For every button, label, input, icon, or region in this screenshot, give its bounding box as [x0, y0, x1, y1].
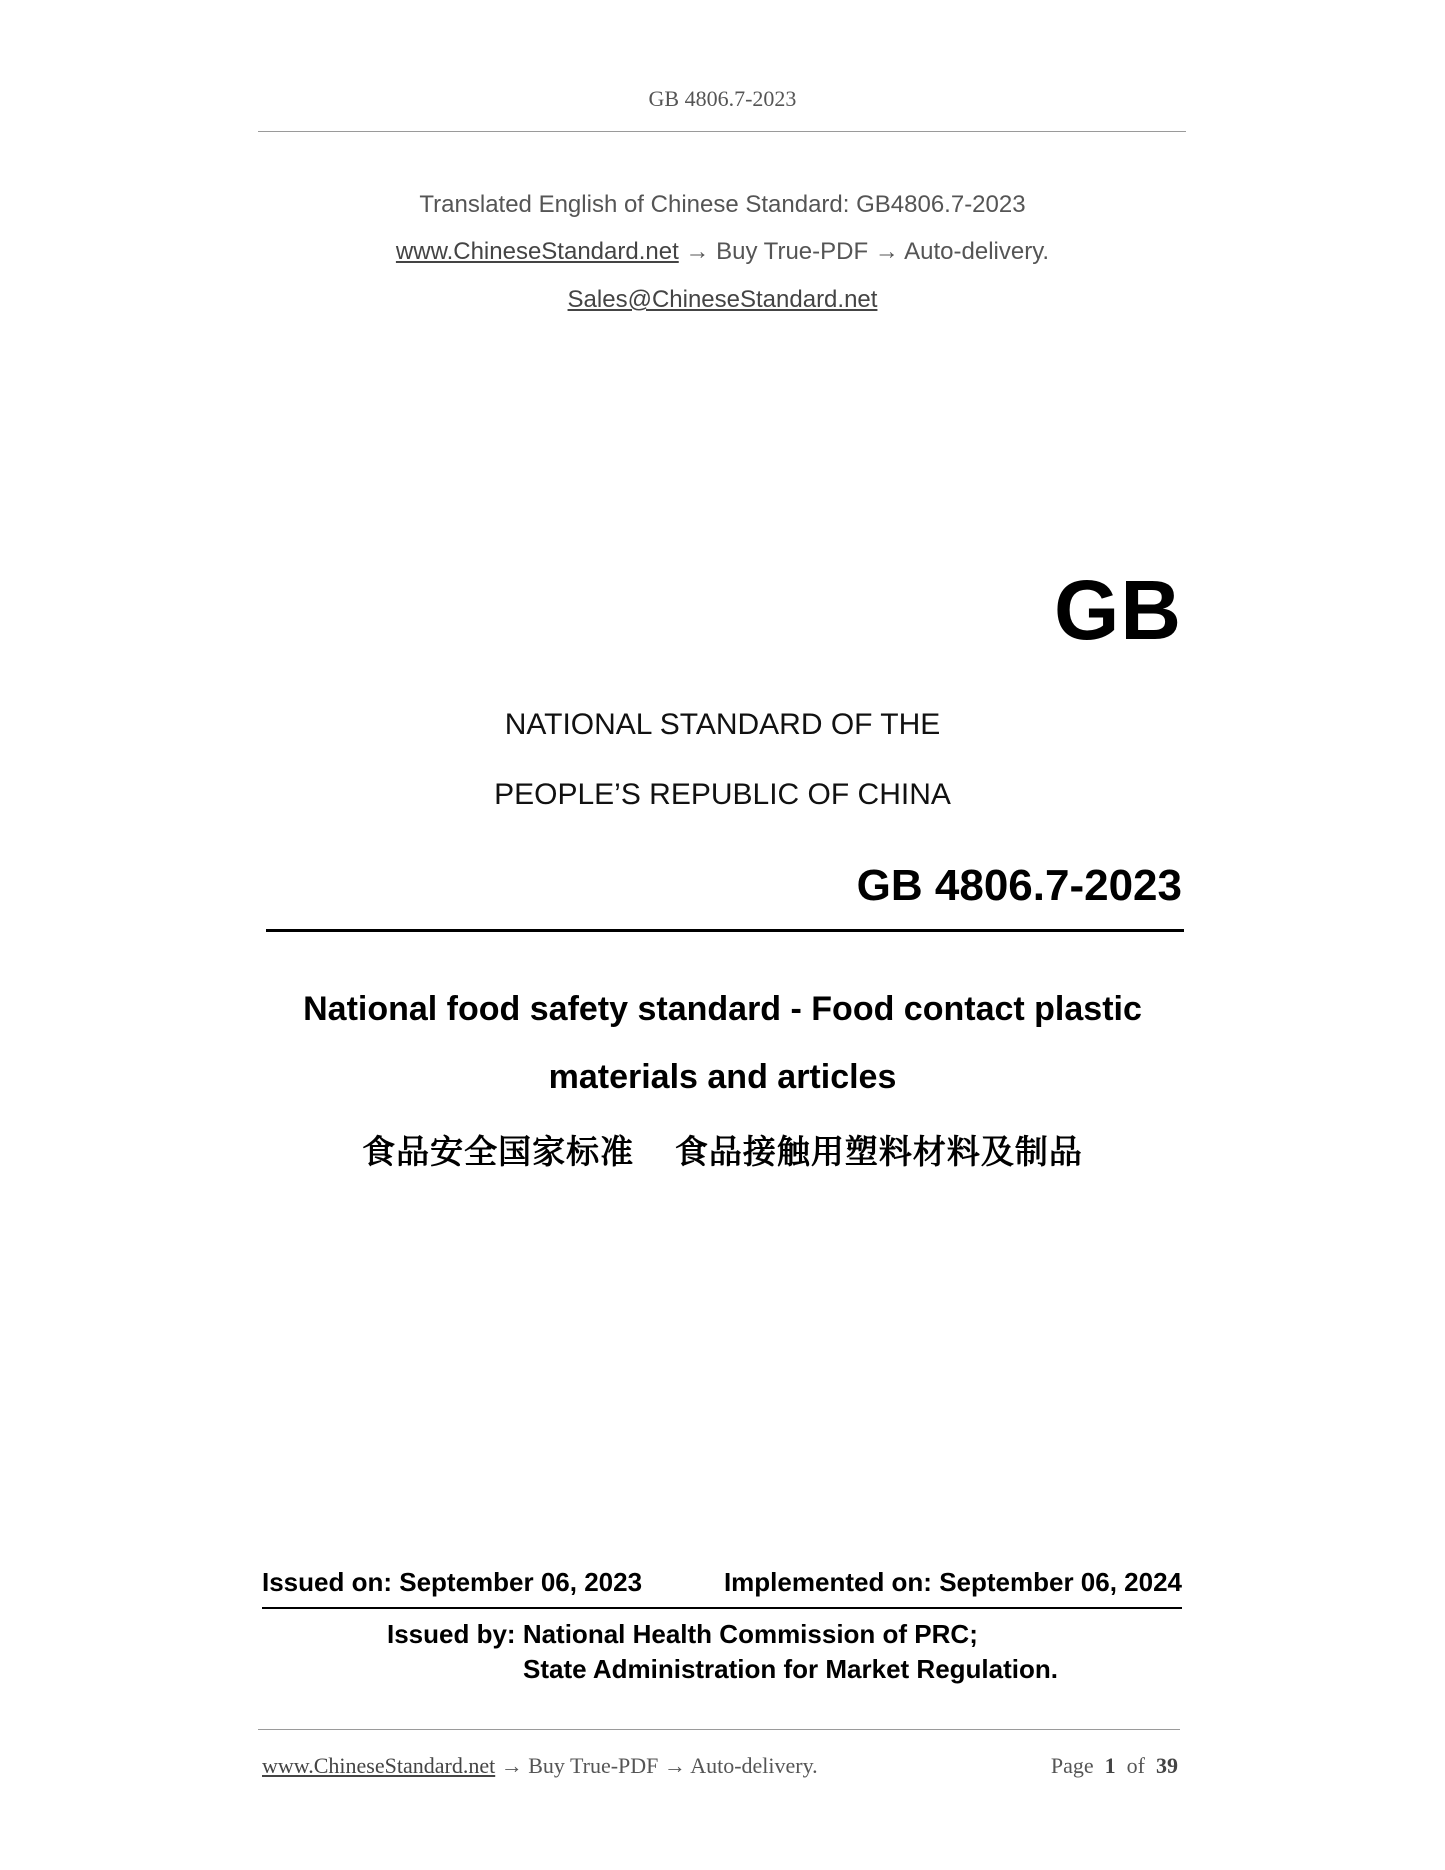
issued-on-date: Issued on: September 06, 2023	[262, 1567, 643, 1597]
gb-mark: GB	[1054, 563, 1182, 657]
national-standard-line1: NATIONAL STANDARD OF THE	[504, 708, 941, 741]
dates-divider	[262, 1607, 1182, 1609]
title-english-line2: materials and articles	[548, 1058, 897, 1096]
footer-site-link[interactable]: www.ChineseStandard.net	[262, 1753, 496, 1778]
translation-note: Translated English of Chinese Standard: GB4806.7-2023	[419, 191, 1026, 218]
title-english-line1: National food safety standard - Food contact plastic	[303, 990, 1142, 1028]
standard-number: GB 4806.7-2023	[856, 861, 1182, 910]
sales-email-link[interactable]: Sales@ChineseStandard.net	[567, 286, 878, 313]
issued-by-line1: Issued by: National Health Commission of PRC;	[387, 1619, 978, 1649]
site-link[interactable]: www.ChineseStandard.net	[395, 238, 679, 265]
page-label: Page	[1050, 1753, 1094, 1778]
header-divider	[258, 131, 1186, 132]
issued-by-line2: State Administration for Market Regulation.	[523, 1654, 1058, 1684]
title-chinese: 食品安全国家标准 食品接触用塑料材料及制品	[362, 1133, 1083, 1170]
of-label: of	[1126, 1753, 1145, 1778]
buy-text: → Buy True-PDF → Auto-delivery.	[678, 238, 1050, 265]
implemented-on-date: Implemented on: September 06, 2024	[723, 1567, 1182, 1597]
footer-divider	[258, 1729, 1180, 1730]
national-standard-line2: PEOPLE’S REPUBLIC OF CHINA	[494, 778, 951, 811]
buy-line	[0, 238, 1445, 266]
page-indicator	[1051, 1753, 1178, 1779]
footer-buy-text: → Buy True-PDF → Auto-delivery.	[495, 1753, 818, 1778]
running-header: GB 4806.7-2023	[648, 86, 797, 111]
sales-line	[0, 286, 1445, 314]
footer-buy-line	[262, 1753, 818, 1779]
page-number: 1	[1104, 1753, 1116, 1778]
standard-number-divider	[266, 929, 1184, 932]
total-pages: 39	[1156, 1753, 1178, 1778]
